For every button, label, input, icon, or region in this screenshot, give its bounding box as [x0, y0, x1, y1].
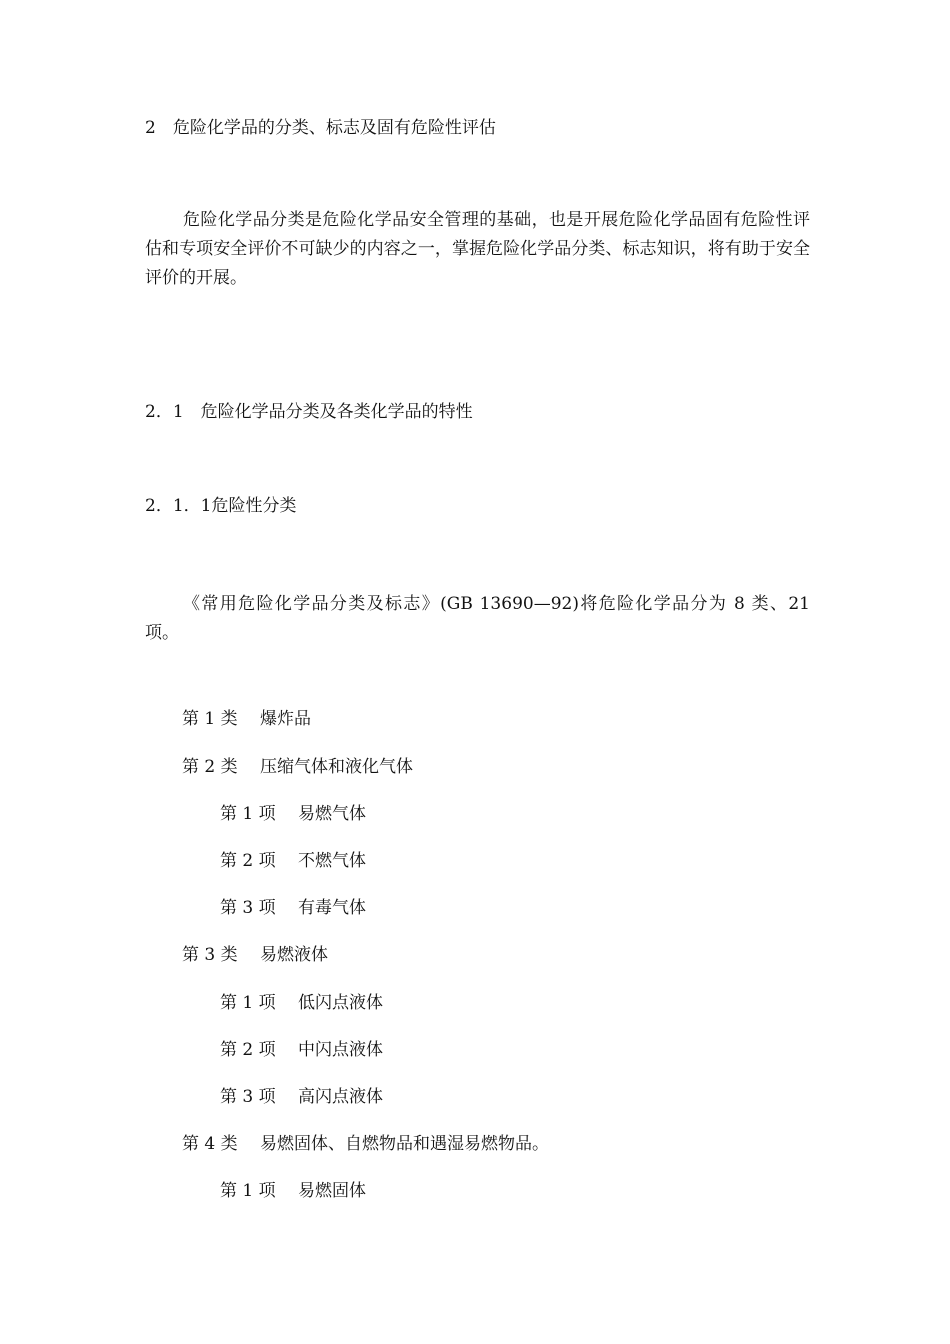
item-name: 易燃气体 — [298, 804, 366, 824]
list-item — [182, 757, 413, 777]
section-heading-2-1-1: 2．1．1危险性分类 — [145, 496, 297, 516]
list-item — [182, 945, 328, 965]
item-name: 易燃固体 — [298, 1181, 366, 1201]
list-item — [182, 1134, 549, 1154]
item-label: 第 3 项 — [220, 898, 276, 918]
item-name: 中闪点液体 — [298, 1040, 383, 1060]
class-name: 易燃固体、自燃物品和遇湿易燃物品。 — [260, 1134, 549, 1154]
standard-paragraph: 《常用危险化学品分类及标志》(GB 13690—92)将危险化学品分为 8 类、21 项。 — [145, 594, 810, 643]
list-item — [182, 709, 311, 729]
intro-paragraph: 危险化学品分类是危险化学品安全管理的基础，也是开展危险化学品固有危险性评估和专项安全评价不可缺少的内容之一，掌握危险化学品分类、标志知识，将有助于安全评价的开展。 — [145, 210, 810, 288]
list-item — [220, 851, 366, 871]
item-label: 第 1 项 — [220, 804, 276, 824]
item-label: 第 2 项 — [220, 851, 276, 871]
class-name: 易燃液体 — [260, 945, 328, 965]
list-item — [220, 1181, 366, 1201]
list-item — [220, 804, 366, 824]
class-label: 第 3 类 — [182, 945, 238, 965]
section-heading-2-1: 2．1 危险化学品分类及各类化学品的特性 — [145, 402, 473, 422]
item-name: 有毒气体 — [298, 898, 366, 918]
section-heading-2: 2 危险化学品的分类、标志及固有危险性评估 — [145, 118, 496, 138]
list-item — [220, 898, 366, 918]
item-label: 第 3 项 — [220, 1087, 276, 1107]
list-item — [220, 993, 383, 1013]
class-name: 爆炸品 — [260, 709, 311, 729]
item-name: 高闪点液体 — [298, 1087, 383, 1107]
class-name: 压缩气体和液化气体 — [260, 757, 413, 777]
list-item — [220, 1040, 383, 1060]
class-label: 第 1 类 — [182, 709, 238, 729]
class-label: 第 2 类 — [182, 757, 238, 777]
item-name: 低闪点液体 — [298, 993, 383, 1013]
item-label: 第 1 项 — [220, 993, 276, 1013]
item-name: 不燃气体 — [298, 851, 366, 871]
list-item — [220, 1087, 383, 1107]
class-label: 第 4 类 — [182, 1134, 238, 1154]
item-label: 第 1 项 — [220, 1181, 276, 1201]
item-label: 第 2 项 — [220, 1040, 276, 1060]
